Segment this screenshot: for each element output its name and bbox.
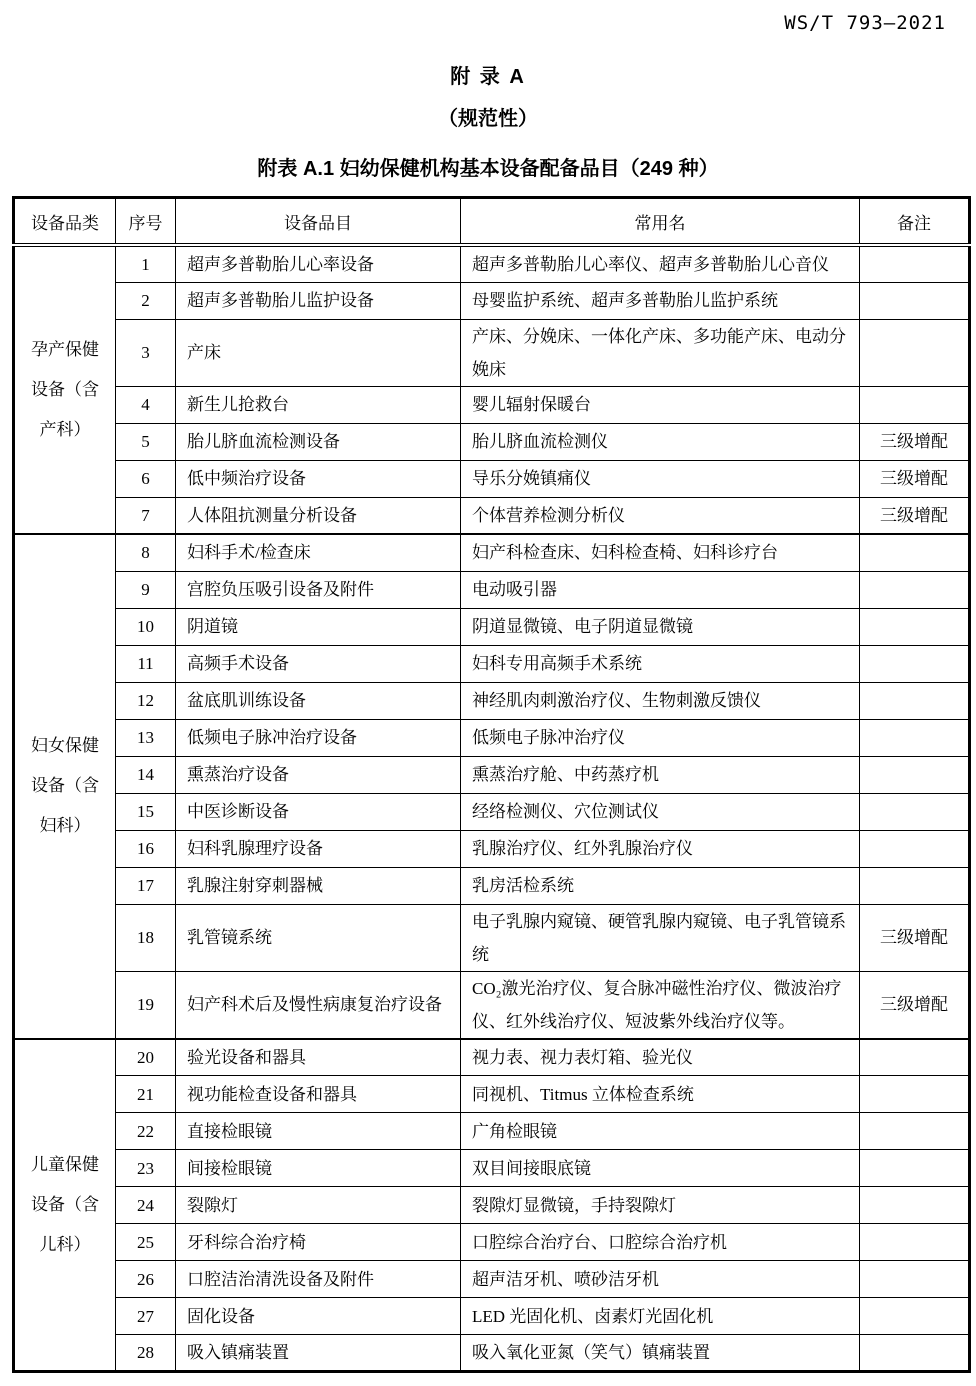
equipment-item-cell: 超声多普勒胎儿监护设备 <box>176 282 461 319</box>
note-cell <box>860 1335 970 1372</box>
common-name-cell: 同视机、Titmus 立体检查系统 <box>461 1076 860 1113</box>
category-line: 孕产保健 <box>31 340 99 359</box>
category-line: 产科） <box>39 420 91 439</box>
equipment-item-cell: 乳管镜系统 <box>176 904 461 971</box>
equipment-item-cell: 宫腔负压吸引设备及附件 <box>176 571 461 608</box>
common-name-cell: 经络检测仪、穴位测试仪 <box>461 793 860 830</box>
table-row <box>14 793 970 830</box>
category-line: 儿科） <box>39 1234 91 1254</box>
table-row <box>14 386 970 423</box>
common-name-cell: 电子乳腺内窥镜、硬管乳腺内窥镜、电子乳管镜系统 <box>461 904 860 971</box>
equipment-item-cell: 视功能检查设备和器具 <box>176 1076 461 1113</box>
serial-number-cell: 26 <box>116 1261 176 1298</box>
common-name-cell: 胎儿脐血流检测仪 <box>461 423 860 460</box>
serial-number-cell: 3 <box>116 319 176 386</box>
doc-number: WS/T 793—2021 <box>784 12 946 34</box>
common-name-cell: CO₂激光治疗仪、复合脉冲磁性治疗仪、微波治疗仪、红外线治疗仪、短波紫外线治疗仪等。 <box>461 971 860 1039</box>
note-cell <box>860 719 970 756</box>
equipment-item-cell: 产床 <box>176 319 461 386</box>
note-cell: 三级增配 <box>860 971 970 1039</box>
table-row <box>14 245 970 282</box>
serial-number-cell: 9 <box>116 571 176 608</box>
note-cell <box>860 608 970 645</box>
note-cell <box>860 830 970 867</box>
table-row <box>14 904 970 971</box>
category-line: 儿童保健 <box>31 1154 99 1174</box>
serial-number-cell: 2 <box>116 282 176 319</box>
column-header-common-name: 常用名 <box>461 198 860 246</box>
table-row <box>14 319 970 386</box>
note-cell: 三级增配 <box>860 423 970 460</box>
note-cell <box>860 1298 970 1335</box>
category-cell <box>14 245 116 534</box>
table-row <box>14 830 970 867</box>
note-cell <box>860 571 970 608</box>
table-row <box>14 1076 970 1113</box>
category-line: 设备（含 <box>31 1194 99 1214</box>
note-cell: 三级增配 <box>860 460 970 497</box>
table-row <box>14 1187 970 1224</box>
table-row <box>14 971 970 1039</box>
serial-number-cell: 6 <box>116 460 176 497</box>
note-cell <box>860 1039 970 1076</box>
serial-number-cell: 20 <box>116 1039 176 1076</box>
common-name-cell: 个体营养检测分析仪 <box>461 497 860 534</box>
equipment-item-cell: 低频电子脉冲治疗设备 <box>176 719 461 756</box>
common-name-cell: 吸入氧化亚氮（笑气）镇痛装置 <box>461 1335 860 1372</box>
common-name-cell: 神经肌肉刺激治疗仪、生物刺激反馈仪 <box>461 682 860 719</box>
serial-number-cell: 17 <box>116 867 176 904</box>
category-line: 设备（含 <box>31 776 99 796</box>
table-row <box>14 1150 970 1187</box>
category-line: 妇科） <box>39 816 91 836</box>
category-cell <box>14 1039 116 1372</box>
table-row <box>14 682 970 719</box>
note-cell <box>860 1224 970 1261</box>
table-row <box>14 1039 970 1076</box>
equipment-item-cell: 阴道镜 <box>176 608 461 645</box>
equipment-item-cell: 妇产科术后及慢性病康复治疗设备 <box>176 971 461 1039</box>
equipment-item-cell: 固化设备 <box>176 1298 461 1335</box>
category-line: 妇女保健 <box>31 736 99 756</box>
equipment-item-cell: 人体阻抗测量分析设备 <box>176 497 461 534</box>
table-row <box>14 460 970 497</box>
common-name-cell: 妇产科检查床、妇科检查椅、妇科诊疗台 <box>461 534 860 571</box>
note-cell <box>860 756 970 793</box>
common-name-cell: 超声多普勒胎儿心率仪、超声多普勒胎儿心音仪 <box>461 245 860 282</box>
note-cell <box>860 793 970 830</box>
equipment-item-cell: 中医诊断设备 <box>176 793 461 830</box>
common-name-cell: 阴道显微镜、电子阴道显微镜 <box>461 608 860 645</box>
serial-number-cell: 28 <box>116 1335 176 1372</box>
table-row <box>14 1224 970 1261</box>
serial-number-cell: 10 <box>116 608 176 645</box>
table-title: 附表 A.1 妇幼保健机构基本设备配备品目（249 种） <box>257 158 719 180</box>
equipment-item-cell: 妇科手术/检查床 <box>176 534 461 571</box>
table-row <box>14 719 970 756</box>
common-name-cell: 乳腺治疗仪、红外乳腺治疗仪 <box>461 830 860 867</box>
common-name-cell: 熏蒸治疗舱、中药蒸疗机 <box>461 756 860 793</box>
equipment-item-cell: 牙科综合治疗椅 <box>176 1224 461 1261</box>
equipment-item-cell: 低中频治疗设备 <box>176 460 461 497</box>
note-cell: 三级增配 <box>860 904 970 971</box>
serial-number-cell: 8 <box>116 534 176 571</box>
column-header-note: 备注 <box>860 198 970 246</box>
note-cell <box>860 245 970 282</box>
table-row <box>14 1113 970 1150</box>
serial-number-cell: 23 <box>116 1150 176 1187</box>
equipment-item-cell: 盆底肌训练设备 <box>176 682 461 719</box>
equipment-table <box>12 196 971 1373</box>
serial-number-cell: 21 <box>116 1076 176 1113</box>
equipment-item-cell: 验光设备和器具 <box>176 1039 461 1076</box>
common-name-cell: 广角检眼镜 <box>461 1113 860 1150</box>
column-header-item: 设备品目 <box>176 198 461 246</box>
common-name-cell: 视力表、视力表灯箱、验光仪 <box>461 1039 860 1076</box>
note-cell <box>860 1187 970 1224</box>
table-row <box>14 571 970 608</box>
serial-number-cell: 18 <box>116 904 176 971</box>
note-cell <box>860 1113 970 1150</box>
common-name-cell: 电动吸引器 <box>461 571 860 608</box>
note-cell <box>860 1076 970 1113</box>
common-name-cell: 低频电子脉冲治疗仪 <box>461 719 860 756</box>
equipment-item-cell: 直接检眼镜 <box>176 1113 461 1150</box>
note-cell <box>860 682 970 719</box>
note-cell: 三级增配 <box>860 497 970 534</box>
equipment-item-cell: 胎儿脐血流检测设备 <box>176 423 461 460</box>
note-cell <box>860 386 970 423</box>
note-cell <box>860 534 970 571</box>
note-cell <box>860 282 970 319</box>
common-name-cell: 乳房活检系统 <box>461 867 860 904</box>
category-cell <box>14 534 116 1039</box>
appendix-title: 附 录 A <box>450 66 526 88</box>
equipment-item-cell: 口腔洁治清洗设备及附件 <box>176 1261 461 1298</box>
common-name-cell: 产床、分娩床、一体化产床、多功能产床、电动分娩床 <box>461 319 860 386</box>
note-cell <box>860 645 970 682</box>
common-name-cell: 超声洁牙机、喷砂洁牙机 <box>461 1261 860 1298</box>
table-row <box>14 867 970 904</box>
common-name-cell: 婴儿辐射保暖台 <box>461 386 860 423</box>
table-row <box>14 423 970 460</box>
serial-number-cell: 22 <box>116 1113 176 1150</box>
table-row <box>14 497 970 534</box>
equipment-item-cell: 吸入镇痛装置 <box>176 1335 461 1372</box>
serial-number-cell: 4 <box>116 386 176 423</box>
serial-number-cell: 27 <box>116 1298 176 1335</box>
table-row <box>14 608 970 645</box>
column-header-category: 设备品类 <box>14 198 116 246</box>
equipment-item-cell: 间接检眼镜 <box>176 1150 461 1187</box>
note-cell <box>860 1150 970 1187</box>
serial-number-cell: 25 <box>116 1224 176 1261</box>
appendix-subtitle: （规范性） <box>438 108 538 130</box>
serial-number-cell: 1 <box>116 245 176 282</box>
note-cell <box>860 319 970 386</box>
serial-number-cell: 24 <box>116 1187 176 1224</box>
table-row <box>14 1298 970 1335</box>
common-name-cell: 母婴监护系统、超声多普勒胎儿监护系统 <box>461 282 860 319</box>
common-name-cell: 导乐分娩镇痛仪 <box>461 460 860 497</box>
serial-number-cell: 5 <box>116 423 176 460</box>
common-name-cell: 口腔综合治疗台、口腔综合治疗机 <box>461 1224 860 1261</box>
common-name-cell: 妇科专用高频手术系统 <box>461 645 860 682</box>
equipment-item-cell: 裂隙灯 <box>176 1187 461 1224</box>
category-line: 设备（含 <box>31 380 99 399</box>
common-name-cell: LED 光固化机、卤素灯光固化机 <box>461 1298 860 1335</box>
note-cell <box>860 1261 970 1298</box>
serial-number-cell: 7 <box>116 497 176 534</box>
column-header-serial: 序号 <box>116 198 176 246</box>
common-name-cell: 双目间接眼底镜 <box>461 1150 860 1187</box>
equipment-item-cell: 新生儿抢救台 <box>176 386 461 423</box>
serial-number-cell: 13 <box>116 719 176 756</box>
common-name-cell: 裂隙灯显微镜，手持裂隙灯 <box>461 1187 860 1224</box>
equipment-item-cell: 高频手术设备 <box>176 645 461 682</box>
table-row <box>14 645 970 682</box>
table-row <box>14 1261 970 1298</box>
table-row <box>14 1335 970 1372</box>
serial-number-cell: 16 <box>116 830 176 867</box>
serial-number-cell: 15 <box>116 793 176 830</box>
equipment-item-cell: 超声多普勒胎儿心率设备 <box>176 245 461 282</box>
serial-number-cell: 11 <box>116 645 176 682</box>
table-header-row <box>14 198 970 246</box>
table-row <box>14 756 970 793</box>
equipment-item-cell: 妇科乳腺理疗设备 <box>176 830 461 867</box>
serial-number-cell: 12 <box>116 682 176 719</box>
table-row <box>14 282 970 319</box>
equipment-item-cell: 熏蒸治疗设备 <box>176 756 461 793</box>
table-row <box>14 534 970 571</box>
equipment-item-cell: 乳腺注射穿刺器械 <box>176 867 461 904</box>
note-cell <box>860 867 970 904</box>
serial-number-cell: 14 <box>116 756 176 793</box>
serial-number-cell: 19 <box>116 971 176 1039</box>
